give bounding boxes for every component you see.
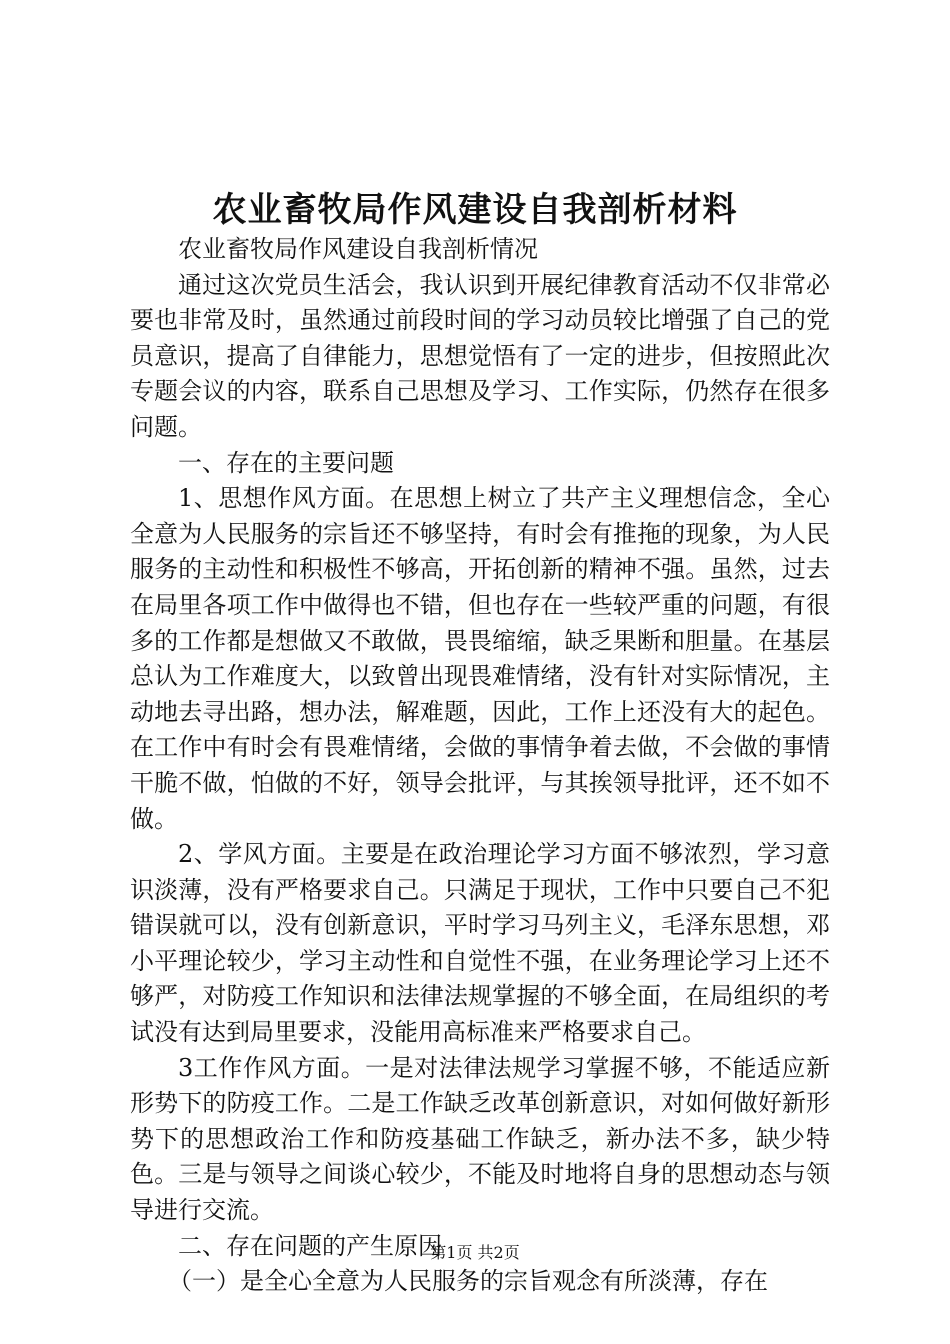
paragraph-study-style: 2、学风方面。主要是在政治理论学习方面不够浓烈，学习意识淡薄，没有严格要求自己。只满足于现状，工作中只要自己不犯错误就可以，没有创新意识，平时学习马列主义，毛泽东思想，邓小平理论较少，学习主动性和自觉性不强，在业务理论学习上还不够严，对防疫工作知识和法律法规掌握的不够全面，在局组织的考试没有达到局里要求，没能用高标准来严格要求自己。 bbox=[130, 840, 830, 1047]
section-heading-causes: 二、存在问题的产生原因 bbox=[178, 1231, 442, 1260]
document-title: 农业畜牧局作风建设自我剖析材料 bbox=[212, 190, 738, 230]
page-number-footer: 第1页 共2页 bbox=[430, 1243, 520, 1262]
section-heading-main-problems: 一、存在的主要问题 bbox=[178, 448, 394, 477]
document-body bbox=[130, 232, 830, 1300]
subtitle-paragraph: 农业畜牧局作风建设自我剖析情况 bbox=[178, 235, 538, 263]
paragraph-thought-style: 1、思想作风方面。在思想上树立了共产主义理想信念，全心全意为人民服务的宗旨还不够坚持，有时会有推拖的现象，为人民服务的主动性和积极性不够高，开拓创新的精神不强。虽然，过去在局里各项工作中做得也不错，但也存在一些较严重的问题，有很多的工作都是想做又不敢做，畏畏缩缩，缺乏果断和胆量。在基层总认为工作难度大，以致曾出现畏难情绪，没有针对实际情况，主动地去寻出路，想办法，解难题，因此，工作上还没有大的起色。在工作中有时会有畏难情绪，会做的事情争着去做，不会做的事情干脆不做，怕做的不好，领导会批评，与其挨领导批评，还不如不做。 bbox=[130, 484, 830, 833]
paragraph-work-style: 3工作作风方面。一是对法律法规学习掌握不够，不能适应新形势下的防疫工作。二是工作缺乏改革创新意识，对如何做好新形势下的思想政治工作和防疫基础工作缺乏，新办法不多，缺少特色。三是与领导之间谈心较少，不能及时地将自身的思想动态与领导进行交流。 bbox=[130, 1053, 830, 1225]
paragraph-cause-one: （一）是全心全意为人民服务的宗旨观念有所淡薄，存在 bbox=[168, 1267, 768, 1296]
intro-paragraph: 通过这次党员生活会，我认识到开展纪律教育活动不仅非常必要也非常及时，虽然通过前段时间的学习动员较比增强了自己的党员意识，提高了自律能力，思想觉悟有了一定的进步，但按照此次专题会议的内容，联系自己思想及学习、工作实际，仍然存在很多问题。 bbox=[130, 270, 830, 441]
